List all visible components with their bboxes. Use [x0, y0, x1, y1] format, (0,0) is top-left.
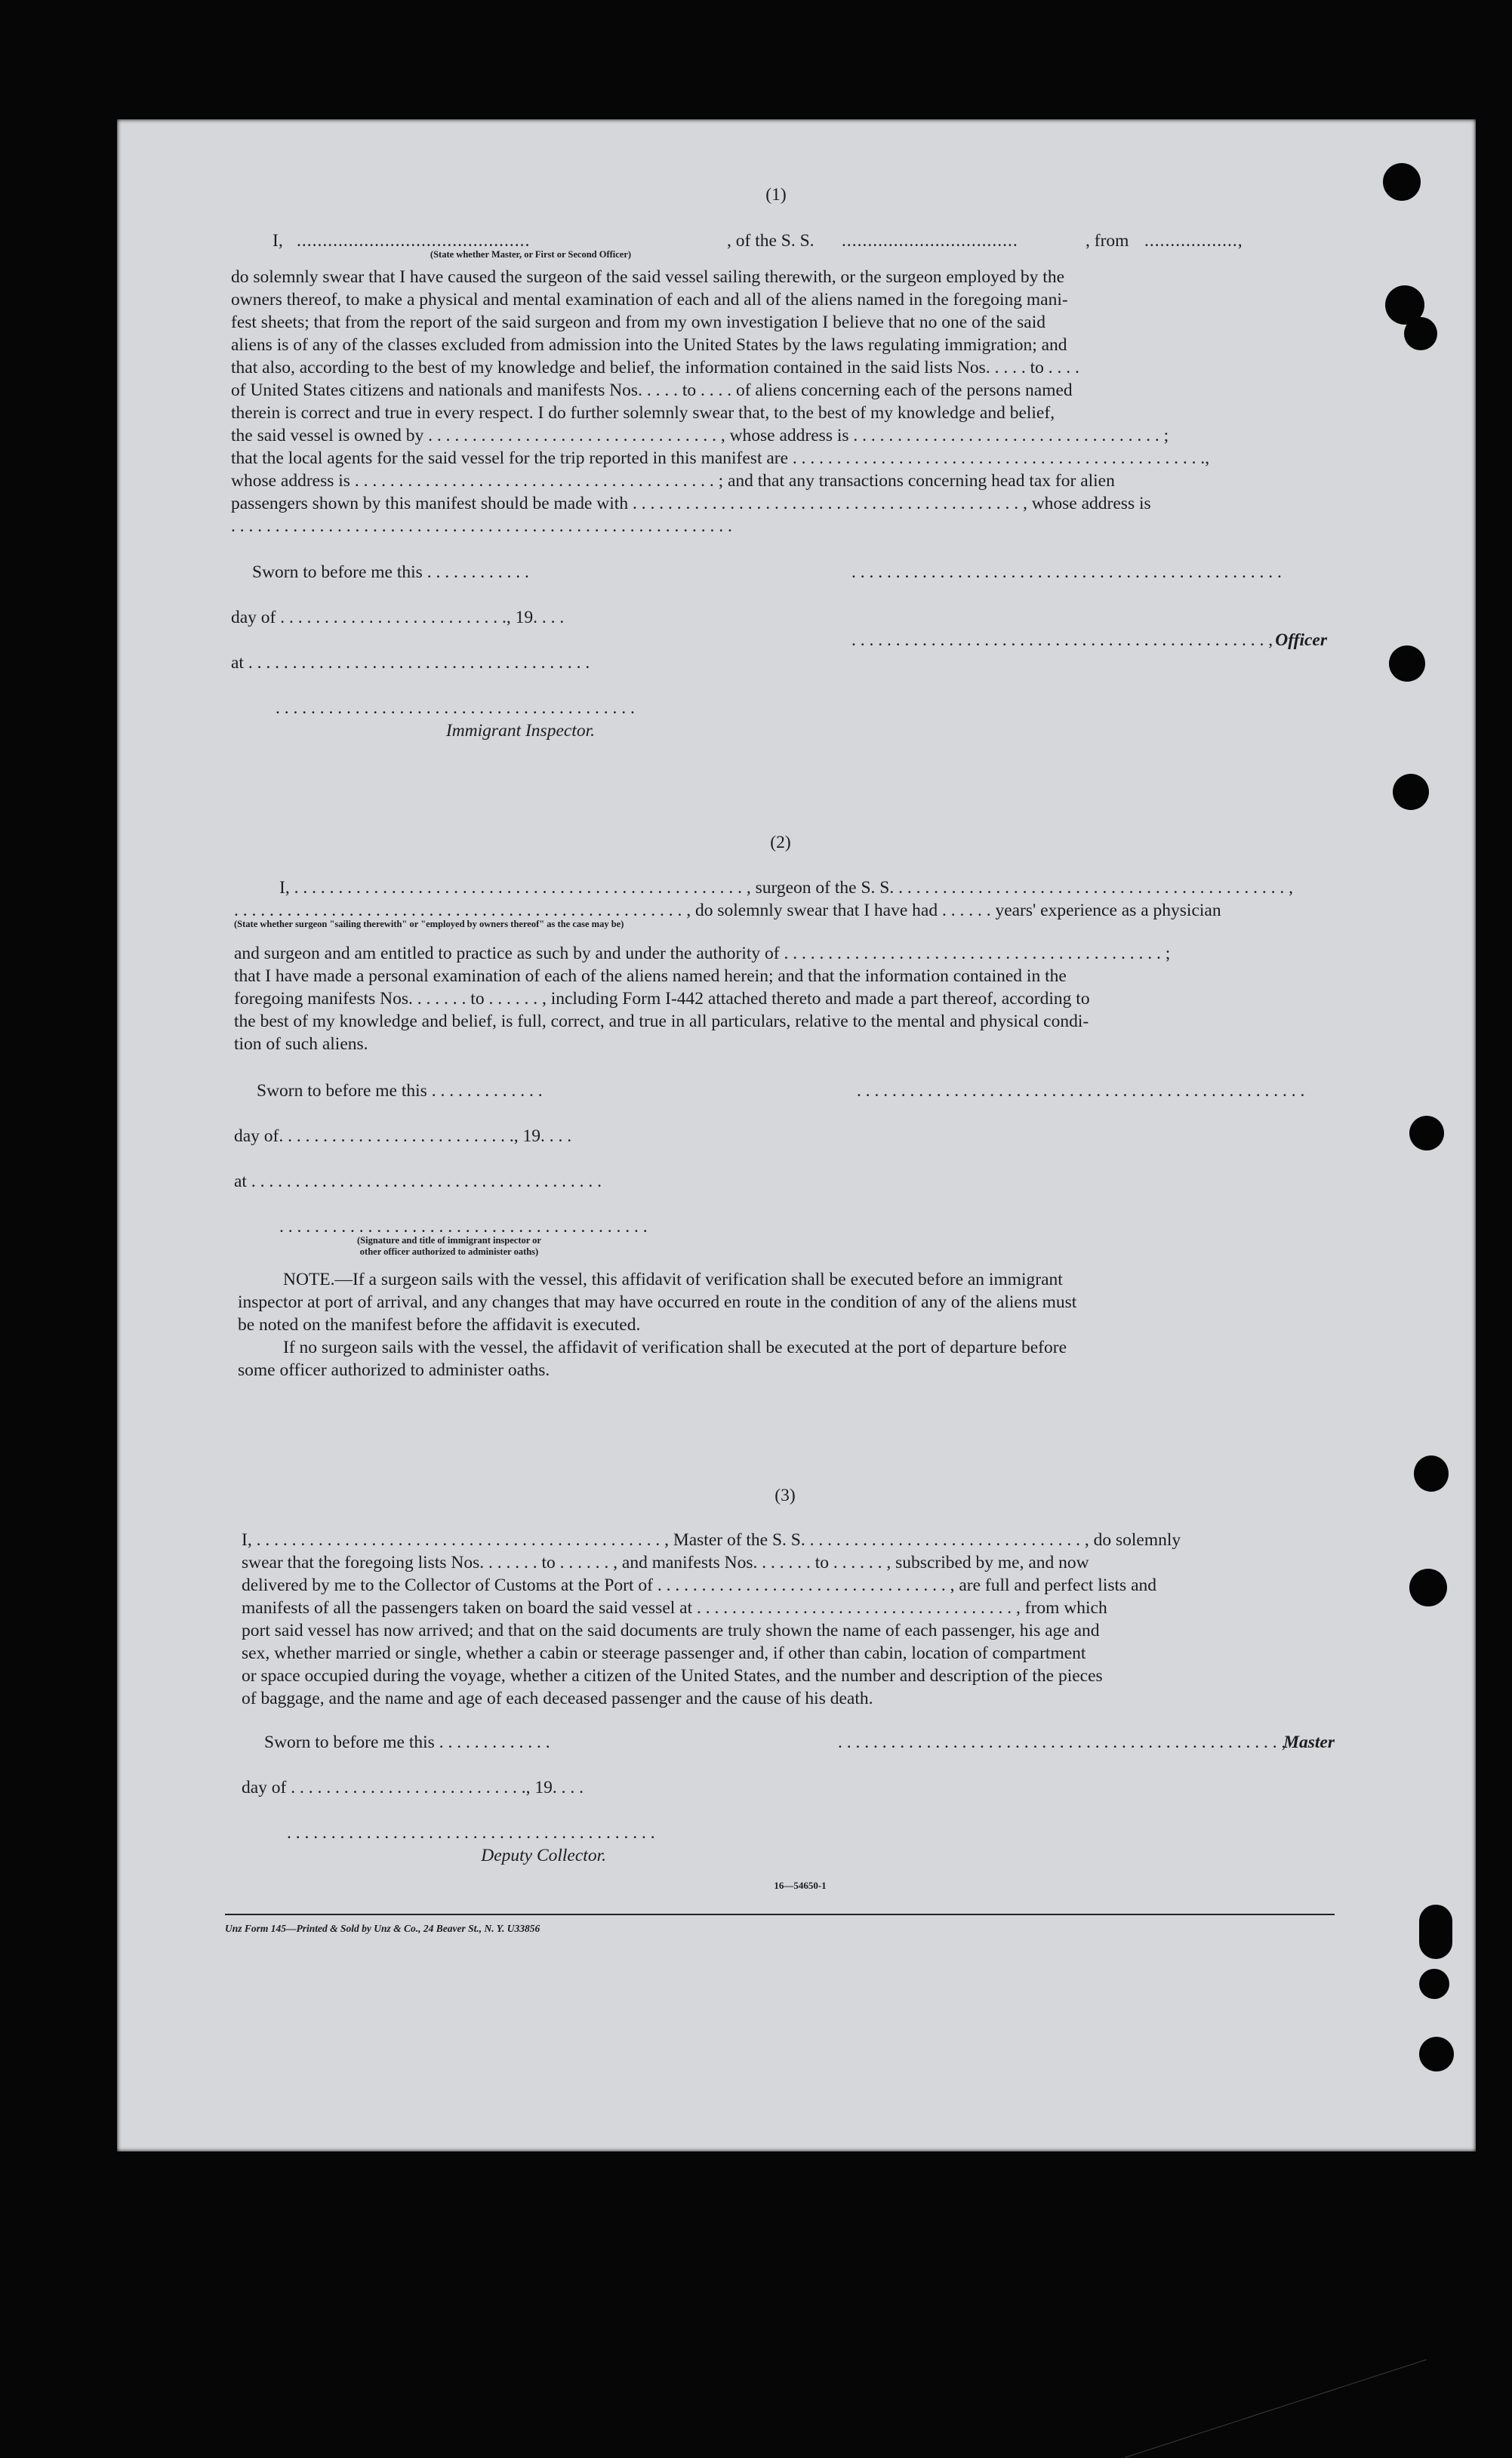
s3-para-1: swear that the foregoing lists Nos. . . . . . . to . . . . . . , and manifests Nos. . . . . . . to . . . . . . , subscribed by me, and now: [242, 1553, 1089, 1572]
s1-para-6: therein is correct and true in every respect. I do further solemnly swear that, to the best of my knowledge and belief,: [231, 403, 1055, 423]
s1-ship-blank: ..................................: [842, 231, 1018, 251]
s2-note-0: NOTE.—If a surgeon sails with the vessel, this affidavit of verification shall be executed before an immigrant: [283, 1270, 1063, 1289]
s1-para-1: owners thereof, to make a physical and mental examination of each and all of the aliens named in the foregoing mani-: [231, 290, 1068, 310]
s2-note-4: some officer authorized to administer oaths.: [238, 1360, 550, 1380]
printer-imprint: Unz Form 145—Printed & Sold by Unz & Co., 24 Beaver St., N. Y. U33856: [225, 1923, 540, 1934]
binder-hole-6: [1409, 1116, 1444, 1150]
s3-para-0: I, . . . . . . . . . . . . . . . . . . . . . . . . . . . . . . . . . . . . . . . . . . . . . . , Master of the S. S. . . . . . . . . . . . . . . . . . . . . . . . . . . . . . . . , do solemnly: [242, 1530, 1181, 1550]
s3-para-6: or space occupied during the voyage, whether a citizen of the United States, and the number and description of the pieces: [242, 1666, 1103, 1686]
s2-note-1: inspector at port of arrival, and any changes that may have occurred en route in the condition of any of the aliens must: [238, 1292, 1077, 1312]
s1-para-7: the said vessel is owned by . . . . . . . . . . . . . . . . . . . . . . . . . . . . . . . . . , whose address is . . . . . . . . . . . . . . . . . . . . . . . . . . . . . . . . . . . ;: [231, 426, 1169, 445]
s2-inspector-caption-1: (Signature and title of immigrant inspector or: [357, 1235, 541, 1246]
form-code: 16—54650-1: [774, 1880, 827, 1891]
s3-para-7: of baggage, and the name and age of each deceased passenger and the cause of his death.: [242, 1689, 873, 1708]
s1-i: I,: [273, 231, 283, 251]
s2-para-2: foregoing manifests Nos. . . . . . . to . . . . . . , including Form I-442 attached thereto and made a part thereof, according to: [234, 989, 1090, 1009]
s2-sig-line: . . . . . . . . . . . . . . . . . . . . . . . . . . . . . . . . . . . . . . . . . . . . . . . . . . .: [857, 1081, 1305, 1101]
form-page: [117, 119, 1476, 2152]
binder-hole-8: [1409, 1569, 1447, 1606]
s1-sworn: Sworn to before me this . . . . . . . . . . . .: [252, 562, 529, 582]
s3-master-line: . . . . . . . . . . . . . . . . . . . . . . . . . . . . . . . . . . . . . . . . . . . . . . . . . . ,: [838, 1733, 1286, 1752]
s2-sworn: Sworn to before me this . . . . . . . . . . . . .: [257, 1081, 543, 1101]
s1-inspector-line: . . . . . . . . . . . . . . . . . . . . . . . . . . . . . . . . . . . . . . . . .: [276, 698, 635, 718]
s1-from: , from: [1085, 231, 1129, 251]
s1-of-ss: , of the S. S.: [727, 231, 815, 251]
s2-day: day of. . . . . . . . . . . . . . . . . . . . . . . . . . ., 19. . . .: [234, 1126, 572, 1146]
s1-para-3: aliens is of any of the classes excluded from admission into the United States by the laws regulating immigration; and: [231, 335, 1067, 355]
binder-hole-1: [1383, 163, 1421, 201]
s1-officer-blank: .............................................: [297, 231, 531, 251]
s3-day: day of . . . . . . . . . . . . . . . . . . . . . . . . . . ., 19. . . .: [242, 1778, 584, 1797]
s1-para-10: passengers shown by this manifest should be made with . . . . . . . . . . . . . . . . . . . . . . . . . . . . . . . . . . . . . . . . . . . . , whose address is: [231, 494, 1151, 513]
binder-hole-11: [1419, 2037, 1454, 2071]
s3-para-4: port said vessel has now arrived; and that on the said documents are truly shown the name of each passenger, his age and: [242, 1621, 1100, 1640]
footer-rule: [225, 1914, 1335, 1915]
section-3-number: (3): [774, 1486, 796, 1505]
s1-para-9: whose address is . . . . . . . . . . . . . . . . . . . . . . . . . . . . . . . . . . . . . . . . . ; and that any transactions concerning head tax for alien: [231, 471, 1115, 491]
s2-line-1: I, . . . . . . . . . . . . . . . . . . . . . . . . . . . . . . . . . . . . . . . . . . . . . . . . . . . , surgeon of the S. S. . . . . . . . . . . . . . . . . . . . . . . . . . . . . . . . . . . . . . . . . . . . . ,: [279, 878, 1293, 898]
section-2-number: (2): [770, 833, 791, 852]
s3-sworn: Sworn to before me this . . . . . . . . . . . . .: [264, 1733, 550, 1752]
s1-para-5: of United States citizens and nationals and manifests Nos. . . . . to . . . . of aliens concerning each of the persons named: [231, 380, 1073, 400]
s1-officer-note: (State whether Master, or First or Second Officer): [430, 249, 632, 260]
s1-officer-title: Officer: [1275, 630, 1327, 650]
s2-line-2: . . . . . . . . . . . . . . . . . . . . . . . . . . . . . . . . . . . . . . . . . . . . . . . . . . . , do solemnly swear that I have had . . . . . . years' experience as a physician: [234, 901, 1221, 920]
binder-hole-3: [1404, 317, 1437, 350]
s2-at: at . . . . . . . . . . . . . . . . . . . . . . . . . . . . . . . . . . . . . . . .: [234, 1172, 602, 1191]
s2-note-2: be noted on the manifest before the affidavit is executed.: [238, 1315, 641, 1335]
s2-para-1: that I have made a personal examination of each of the aliens named herein; and that the information contained in the: [234, 966, 1067, 986]
binder-hole-10: [1419, 1969, 1449, 1999]
film-scratch: [1125, 2359, 1427, 2458]
s2-surgeon-note: (State whether surgeon "sailing therewith" or "employed by owners thereof" as the case may be): [234, 919, 624, 929]
s1-at: at . . . . . . . . . . . . . . . . . . . . . . . . . . . . . . . . . . . . . . .: [231, 653, 590, 673]
section-1-number: (1): [765, 185, 787, 205]
s2-para-3: the best of my knowledge and belief, is full, correct, and true in all particulars, relative to the mental and physical condi-: [234, 1012, 1089, 1031]
s1-inspector-title: Immigrant Inspector.: [445, 721, 595, 741]
s1-day: day of . . . . . . . . . . . . . . . . . . . . . . . . . ., 19. . . .: [231, 608, 565, 627]
s2-inspector-line: . . . . . . . . . . . . . . . . . . . . . . . . . . . . . . . . . . . . . . . . . .: [279, 1217, 648, 1237]
s1-para-11: . . . . . . . . . . . . . . . . . . . . . . . . . . . . . . . . . . . . . . . . . . . . . . . . . . . . . . . . .: [231, 516, 732, 536]
s1-para-0: do solemnly swear that I have caused the surgeon of the said vessel sailing therewith, or the surgeon employed by the: [231, 267, 1065, 287]
s2-inspector-caption-2: other officer authorized to administer oaths): [359, 1246, 539, 1257]
s1-from-blank: ..................,: [1144, 231, 1243, 251]
s3-para-2: delivered by me to the Collector of Customs at the Port of . . . . . . . . . . . . . . . . . . . . . . . . . . . . . . . . . , are full and perfect lists and: [242, 1576, 1156, 1595]
binder-hole-9: [1419, 1905, 1452, 1959]
s1-para-4: that also, according to the best of my knowledge and belief, the information contained in the said lists Nos. . . . . to . . . .: [231, 358, 1079, 377]
s2-para-0: and surgeon and am entitled to practice as such by and under the authority of . . . . . . . . . . . . . . . . . . . . . . . . . . . . . . . . . . . . . . . . . . . ;: [234, 944, 1171, 963]
s1-sig-line: . . . . . . . . . . . . . . . . . . . . . . . . . . . . . . . . . . . . . . . . . . . . . . . . .: [851, 562, 1282, 582]
s2-note-3: If no surgeon sails with the vessel, the affidavit of verification shall be executed at the port of departure before: [283, 1338, 1067, 1357]
s3-collector-title: Deputy Collector.: [481, 1846, 606, 1865]
s1-para-2: fest sheets; that from the report of the said surgeon and from my own investigation I believe that no one of the said: [231, 313, 1045, 332]
s2-para-4: tion of such aliens.: [234, 1034, 368, 1054]
s3-para-3: manifests of all the passengers taken on board the said vessel at . . . . . . . . . . . . . . . . . . . . . . . . . . . . . . . . . . . . , from which: [242, 1598, 1107, 1618]
s1-para-8: that the local agents for the said vessel for the trip reported in this manifest are . . . . . . . . . . . . . . . . . . . . . . . . . . . . . . . . . . . . . . . . . . . . . . .,: [231, 448, 1210, 468]
binder-hole-7: [1414, 1455, 1449, 1492]
s1-officer-line: . . . . . . . . . . . . . . . . . . . . . . . . . . . . . . . . . . . . . . . . . . . . . . . ,: [851, 630, 1273, 650]
s3-para-5: sex, whether married or single, whether a cabin or steerage passenger and, if other than cabin, location of compartment: [242, 1643, 1086, 1663]
s3-collector-line: . . . . . . . . . . . . . . . . . . . . . . . . . . . . . . . . . . . . . . . . . .: [287, 1823, 655, 1843]
binder-hole-5: [1393, 774, 1429, 810]
binder-hole-4: [1389, 645, 1425, 682]
s3-master-title: Master: [1283, 1733, 1335, 1752]
